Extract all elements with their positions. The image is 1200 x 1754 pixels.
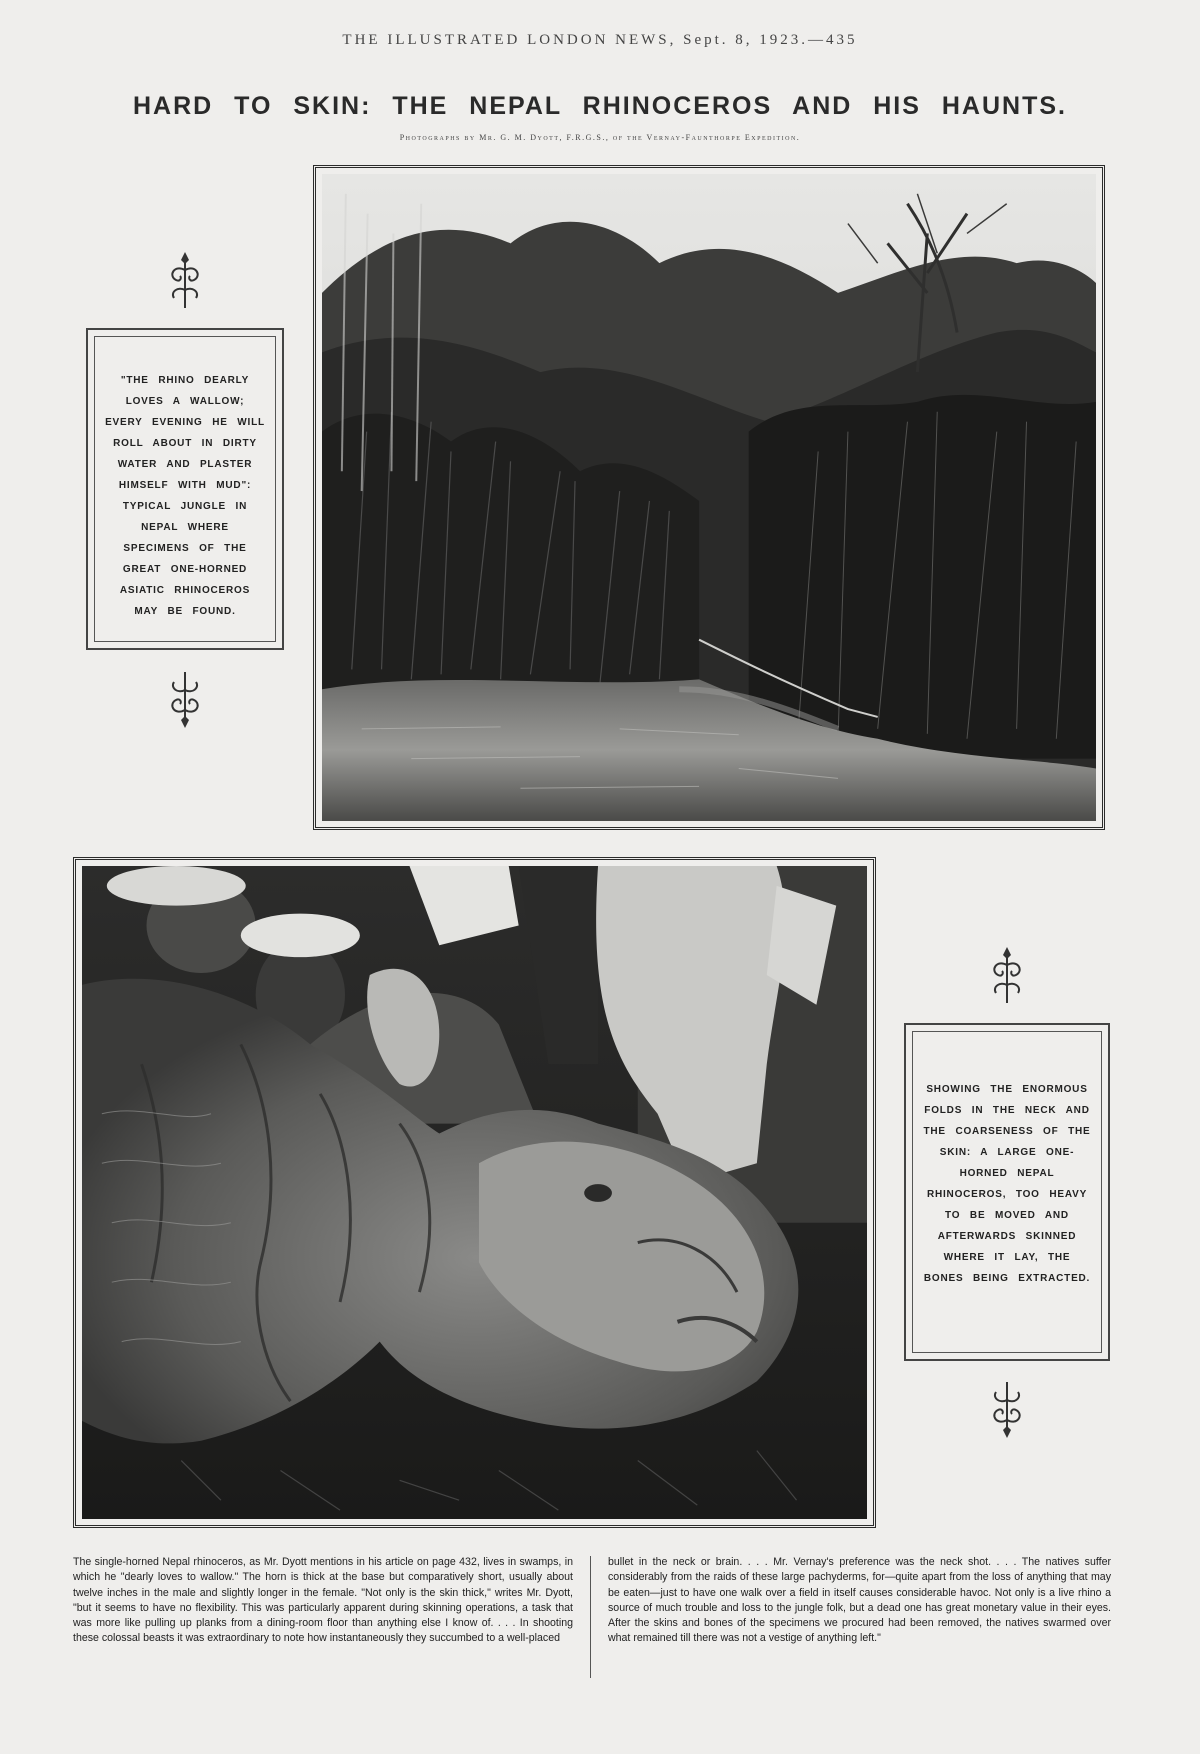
jungle-caption-text: "THE RHINO DEARLY LOVES A WALLOW; EVERY EVENING HE WILL ROLL ABOUT IN DIRTY WATER AND PLASTER HIMSELF WITH MUD": TYPICAL JUNGLE IN NEPAL WHERE SPECIMENS OF THE GREAT ONE-HORNED ASIATIC RHINOCEROS MAY BE FOUND. xyxy=(105,375,265,617)
rhino-caption-box xyxy=(904,1023,1110,1361)
rhinoceros-photograph xyxy=(73,857,876,1528)
article-left-column: The single-horned Nepal rhinoceros, as Mr. Dyott mentions in his article on page 432, lives in swamps, in which he "dearly loves to wallow." The horn is thick at the base but comparatively short, usually about twelve inches in the male and slightly longer in the female. "Not only is the skin thick," writes Mr. Dyott, "but it seems to have no flexibility. This was particularly apparent during skinning operations, a task that was more like pulling up planks from a dining-room floor than anything else I know of. . . . In shooting these colossal beasts it was extraordinary to note how instantaneously they succumbed to a well-placed xyxy=(73,1556,573,1645)
running-head: THE ILLUSTRATED LONDON NEWS, Sept. 8, 1923.—435 xyxy=(342,32,858,48)
fleur-ornament-icon xyxy=(154,250,216,312)
column-divider xyxy=(590,1556,591,1678)
rhino-caption-text: SHOWING THE ENORMOUS FOLDS IN THE NECK AND THE COARSENESS OF THE SKIN: A LARGE ONE-HORNED NEPAL RHINOCEROS, TOO HEAVY TO BE MOVED AND AFTERWARDS SKINNED WHERE IT LAY, THE BONES BEING EXTRACTED. xyxy=(923,1084,1091,1284)
rhino-eye xyxy=(584,1184,612,1202)
rhinoceros-photo-image xyxy=(82,866,867,1519)
jungle-caption-box xyxy=(86,328,284,650)
jungle-photograph xyxy=(313,165,1105,830)
jungle-photo-image xyxy=(322,174,1096,821)
jungle-caption-panel xyxy=(80,250,290,730)
article-right-column: bullet in the neck or brain. . . . Mr. Vernay's preference was the neck shot. . . . The natives suffer considerably from the raids of these large pachyderms, for—quite apart from the loss of anything that may be eaten—just to have one walk over a field in itself causes considerable havoc. Not only is a live rhino a source of much trouble and loss to the jungle folk, but a dead one has great monetary value in their eyes. After the skins and bones of the specimens we procured had been removed, the natives swarmed over what remained till there was not a vestige of anything left." xyxy=(608,1556,1111,1645)
fleur-ornament-icon xyxy=(976,1378,1038,1440)
photo-credit: Photographs by Mr. G. M. Dyott, F.R.G.S., of the Vernay-Faunthorpe Expedition. xyxy=(399,133,801,142)
page-title: HARD TO SKIN: THE NEPAL RHINOCEROS AND HIS HAUNTS. xyxy=(132,92,1067,120)
fleur-ornament-icon xyxy=(976,945,1038,1007)
rhino-caption-panel xyxy=(898,945,1116,1440)
fleur-ornament-icon xyxy=(154,668,216,730)
